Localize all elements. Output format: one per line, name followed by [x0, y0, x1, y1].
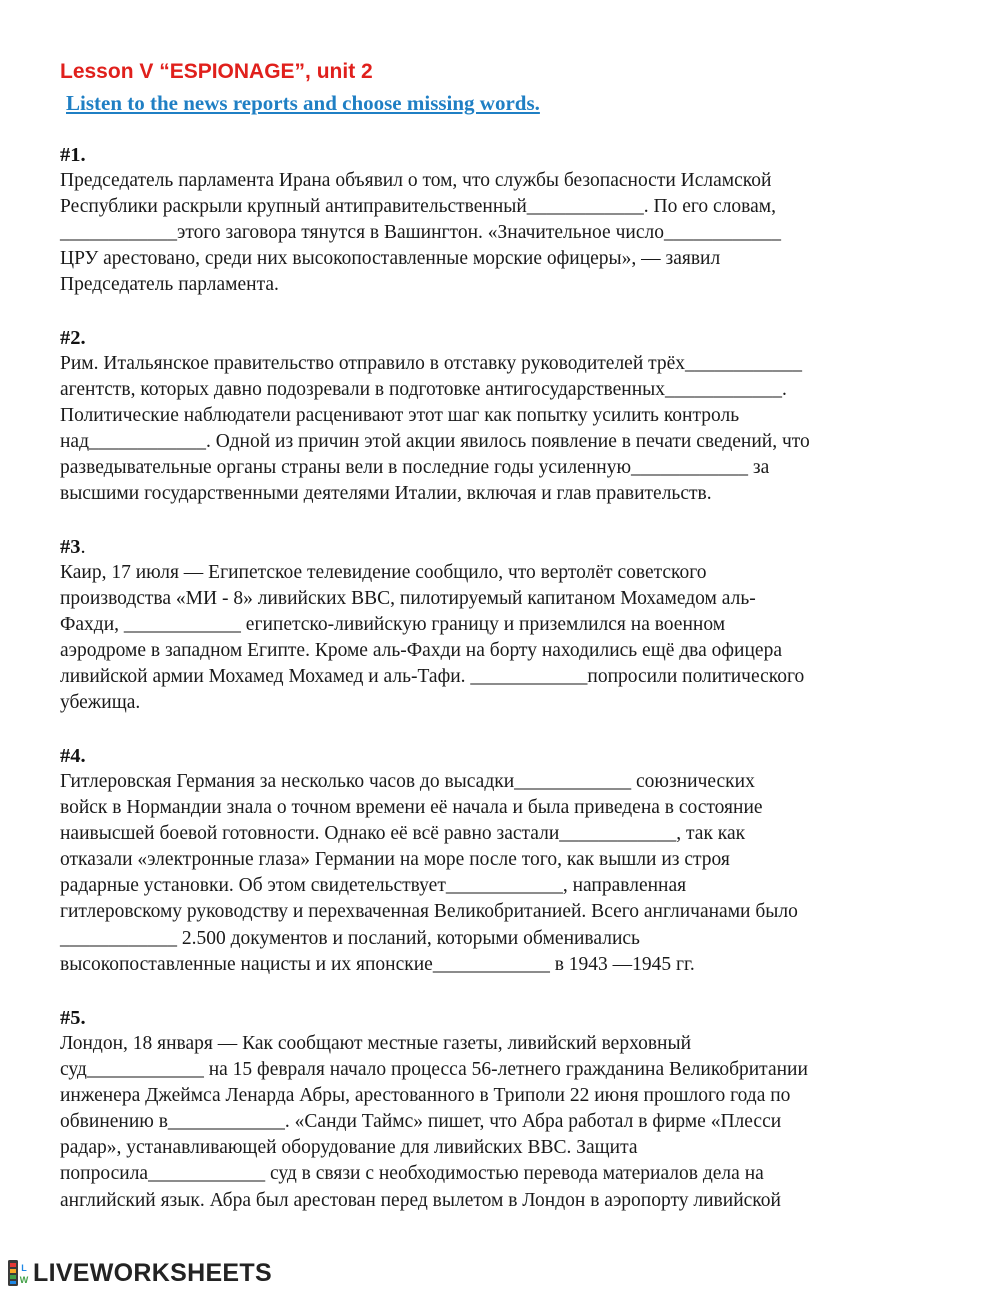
- text-line: ливийской армии Мохамед Мохамед и аль-Тафи. ____________попросили политического: [60, 666, 805, 688]
- text-line: английский язык. Абра был арестован перед вылетом в Лондон в аэропорту ливийской: [60, 1189, 781, 1211]
- text-line: Рим. Итальянское правительство отправило в отставку руководителей трёх____________: [60, 353, 803, 374]
- text-line: Гитлеровская Германия за несколько часов до высадки____________ союзнических: [60, 771, 755, 792]
- text-line: аэродроме в западном Египте. Кроме аль-Фахди на борту находились ещё два офицера: [60, 640, 782, 662]
- logo-icon-letter: L: [21, 1263, 27, 1273]
- text-line: Фахди, ____________ египетско-ливийскую границу и приземлился на военном: [60, 614, 726, 636]
- text-line: ____________этого заговора тянутся в Вашингтон. «Значительное число____________: [60, 222, 781, 244]
- logo-icon-letter: W: [19, 1275, 29, 1285]
- text-line: агентств, которых давно подозревали в подготовке антигосударственных____________.: [60, 379, 787, 401]
- section-number-dot: .: [80, 536, 86, 558]
- news-report-3: [60, 535, 960, 717]
- text-line: производства «МИ - 8» ливийских ВВС, пилотируемый капитаном Мохамедом аль-: [60, 588, 756, 610]
- text-line: Председатель парламента Ирана объявил о том, что службы безопасности Исламской: [60, 170, 772, 191]
- section-number: #4.: [60, 745, 86, 767]
- logo-icon-bar: [10, 1263, 16, 1267]
- text-line: суд____________ на 15 февраля начало процесса 56-летнего гражданина Великобритании: [60, 1059, 808, 1081]
- text-line: инженера Джеймса Ленарда Абры, арестованного в Триполи 22 июня прошлого года по: [60, 1085, 791, 1107]
- section-number: #1.: [60, 144, 86, 166]
- liveworksheets-icon: [8, 1260, 30, 1286]
- section-number: #2.: [60, 327, 86, 349]
- news-report-1: [60, 143, 960, 298]
- text-line: гитлеровскому руководству и перехваченная Великобританией. Всего англичанами было: [60, 901, 798, 923]
- lesson-title: Lesson V “ESPIONAGE”, unit 2: [60, 60, 373, 83]
- text-line: Лондон, 18 января — Как сообщают местные газеты, ливийский верховный: [60, 1033, 692, 1054]
- news-report-5: [60, 1006, 960, 1214]
- logo-icon-bar: [10, 1281, 16, 1284]
- instruction-text: Listen to the news reports and choose missing words.: [66, 91, 540, 115]
- text-line: радарные установки. Об этом свидетельствует____________, направленная: [60, 875, 687, 897]
- text-line: над____________. Одной из причин этой акции явилось появление в печати сведений, что: [60, 431, 810, 453]
- logo-text: LIVEWORKSHEETS: [33, 1259, 272, 1287]
- text-line: убежища.: [60, 692, 141, 714]
- text-line: отказали «электронные глаза» Германии на море после того, как вышли из строя: [60, 849, 730, 871]
- text-line: Политические наблюдатели расценивают этот шаг как попытку усилить контроль: [60, 405, 740, 427]
- text-line: обвинению в____________. «Санди Таймс» пишет, что Абра работал в фирме «Плесси: [60, 1111, 782, 1133]
- news-report-4: [60, 744, 960, 978]
- news-report-2: [60, 326, 960, 508]
- section-number: #5.: [60, 1007, 86, 1029]
- text-line: войск в Нормандии знала о точном времени её начала и была приведена в состояние: [60, 797, 763, 819]
- text-line: высшими государственными деятелями Италии, включая и глав правительств.: [60, 483, 712, 505]
- liveworksheets-logo[interactable]: [8, 1259, 272, 1287]
- section-number: [60, 535, 960, 560]
- logo-icon-bar: [10, 1275, 16, 1279]
- logo-icon-bar: [10, 1269, 16, 1273]
- section-number-label: #3: [60, 536, 81, 558]
- text-line: ____________ 2.500 документов и посланий, которыми обменивались: [60, 927, 640, 949]
- text-line: высокопоставленные нацисты и их японские____________ в 1943 —1945 гг.: [60, 953, 695, 975]
- text-line: наивысшей боевой готовности. Однако её всё равно застали____________, так как: [60, 823, 746, 845]
- text-line: Каир, 17 июля — Египетское телевидение сообщило, что вертолёт советского: [60, 562, 707, 583]
- text-line: Председатель парламента.: [60, 274, 279, 296]
- text-line: разведывательные органы страны вели в последние годы усиленную____________ за: [60, 457, 770, 479]
- text-line: ЦРУ арестовано, среди них высокопоставленные морские офицеры», — заявил: [60, 248, 721, 270]
- text-line: попросила____________ суд в связи с необходимостью перевода материалов дела на: [60, 1163, 764, 1185]
- text-line: радар», устанавливающей оборудование для ливийских ВВС. Защита: [60, 1137, 638, 1159]
- text-line: Республики раскрыли крупный антиправительственный____________. По его словам,: [60, 196, 776, 218]
